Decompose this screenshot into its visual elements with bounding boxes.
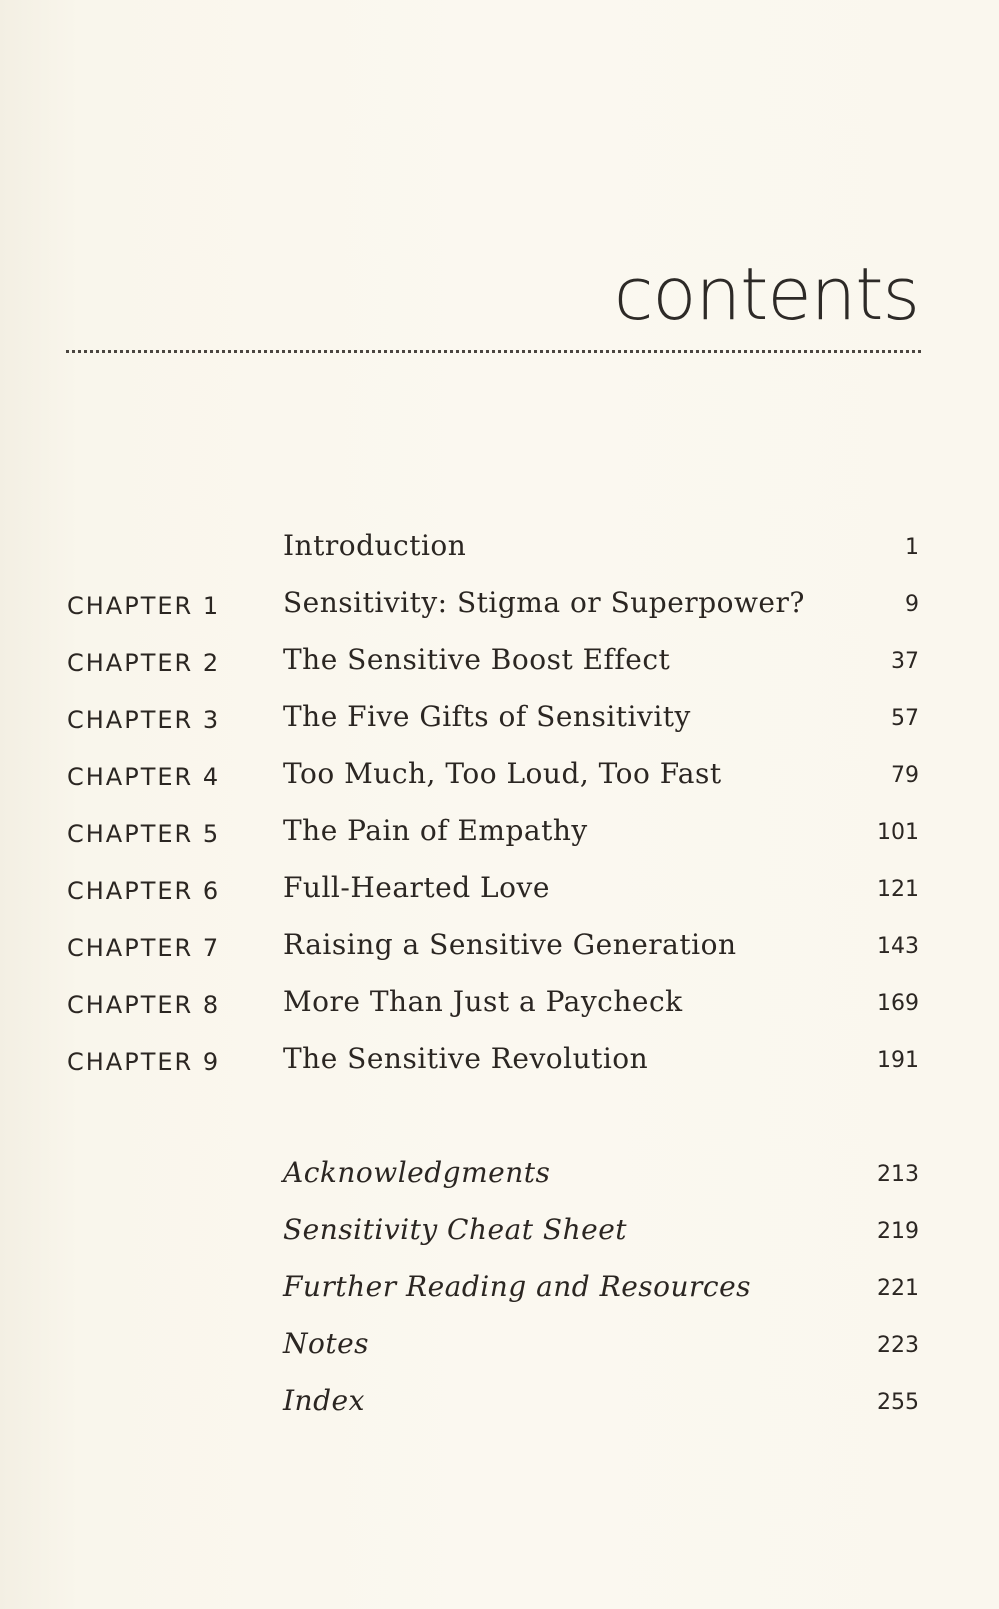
chapter-label: CHAPTER 2	[67, 649, 221, 677]
toc-row-introduction	[0, 529, 999, 569]
chapter-title: Too Much, Too Loud, Too Fast	[283, 757, 722, 790]
page-number: 9	[905, 592, 919, 617]
toc-row-chapter-4	[0, 757, 999, 797]
page-number: 213	[877, 1162, 919, 1187]
chapter-label: CHAPTER 4	[67, 763, 221, 791]
page-number: 1	[905, 535, 919, 560]
page-number: 143	[877, 934, 919, 959]
chapter-title: More Than Just a Paycheck	[283, 985, 683, 1018]
back-matter-title: Acknowledgments	[283, 1156, 551, 1189]
chapter-label: CHAPTER 1	[67, 592, 221, 620]
toc-row-index	[0, 1384, 999, 1424]
toc-row-notes	[0, 1327, 999, 1367]
toc-row-acknowledgments	[0, 1156, 999, 1196]
chapter-title: Sensitivity: Stigma or Superpower?	[283, 586, 805, 619]
chapter-title: The Pain of Empathy	[283, 814, 588, 847]
chapter-label: CHAPTER 9	[67, 1048, 221, 1076]
back-matter-title: Further Reading and Resources	[283, 1270, 752, 1303]
page-number: 223	[877, 1333, 919, 1358]
dotted-divider	[66, 350, 921, 353]
chapter-label: CHAPTER 8	[67, 991, 221, 1019]
toc-row-chapter-8	[0, 985, 999, 1025]
page-number: 255	[877, 1390, 919, 1415]
toc-row-further-reading	[0, 1270, 999, 1310]
page-number: 221	[877, 1276, 919, 1301]
back-matter-title: Index	[283, 1384, 365, 1417]
chapter-label: CHAPTER 3	[67, 706, 221, 734]
page-title: contents	[613, 252, 919, 336]
chapter-title: Raising a Sensitive Generation	[283, 928, 737, 961]
chapter-label: CHAPTER 5	[67, 820, 221, 848]
page-number: 219	[877, 1219, 919, 1244]
page-number: 79	[891, 763, 919, 788]
page-number: 121	[877, 877, 919, 902]
chapter-title: The Sensitive Boost Effect	[283, 643, 671, 676]
chapter-label: CHAPTER 7	[67, 934, 221, 962]
toc-row-chapter-2	[0, 643, 999, 683]
back-matter-title: Sensitivity Cheat Sheet	[283, 1213, 628, 1246]
page-number: 37	[891, 649, 919, 674]
page-number: 101	[877, 820, 919, 845]
toc-row-chapter-3	[0, 700, 999, 740]
page-number: 169	[877, 991, 919, 1016]
toc-row-chapter-6	[0, 871, 999, 911]
toc-row-chapter-9	[0, 1042, 999, 1082]
toc-row-chapter-5	[0, 814, 999, 854]
chapter-title: The Five Gifts of Sensitivity	[283, 700, 691, 733]
toc-row-chapter-7	[0, 928, 999, 968]
page-number: 191	[877, 1048, 919, 1073]
back-matter-title: Notes	[283, 1327, 370, 1360]
chapter-title: Introduction	[283, 529, 467, 562]
chapter-label: CHAPTER 6	[67, 877, 221, 905]
chapter-title: Full-Hearted Love	[283, 871, 550, 904]
toc-row-chapter-1	[0, 586, 999, 626]
page-number: 57	[891, 706, 919, 731]
toc-row-cheat-sheet	[0, 1213, 999, 1253]
chapter-title: The Sensitive Revolution	[283, 1042, 649, 1075]
